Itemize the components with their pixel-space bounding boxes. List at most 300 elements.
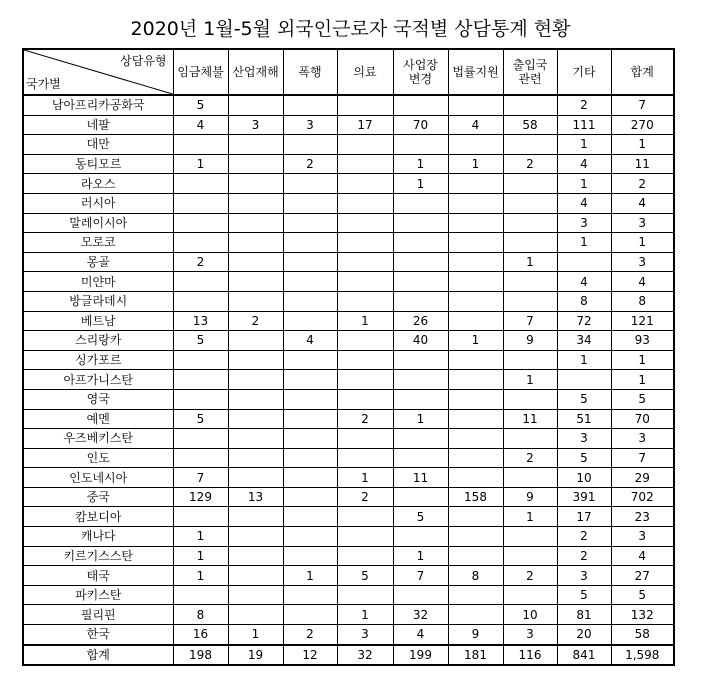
value-cell — [393, 487, 448, 507]
value-cell — [337, 291, 393, 311]
value-cell: 5 — [557, 389, 611, 409]
value-cell: 23 — [611, 507, 674, 527]
value-cell — [283, 389, 337, 409]
table-row — [23, 252, 674, 272]
value-cell — [283, 585, 337, 605]
value-cell — [228, 527, 283, 547]
value-cell: 3 — [611, 527, 674, 547]
value-cell — [503, 233, 557, 253]
corner-label-country: 국가별 — [26, 77, 61, 91]
value-cell: 4 — [283, 331, 337, 351]
value-cell — [393, 389, 448, 409]
value-cell — [393, 350, 448, 370]
value-cell: 4 — [557, 193, 611, 213]
value-cell: 3 — [557, 429, 611, 449]
value-cell — [503, 95, 557, 115]
table-row — [23, 154, 674, 174]
value-cell: 1 — [393, 409, 448, 429]
value-cell: 2 — [557, 546, 611, 566]
value-cell: 8 — [557, 291, 611, 311]
country-cell: 한국 — [23, 625, 173, 645]
value-cell — [393, 272, 448, 292]
value-cell: 129 — [173, 487, 228, 507]
value-cell — [173, 233, 228, 253]
value-cell: 1 — [393, 174, 448, 194]
value-cell: 8 — [611, 291, 674, 311]
value-cell — [393, 193, 448, 213]
value-cell — [337, 95, 393, 115]
value-cell — [503, 213, 557, 233]
value-cell: 13 — [228, 487, 283, 507]
value-cell: 1 — [611, 350, 674, 370]
value-cell: 2 — [173, 252, 228, 272]
value-cell — [503, 272, 557, 292]
value-cell: 1 — [611, 233, 674, 253]
value-cell — [228, 291, 283, 311]
value-cell — [283, 193, 337, 213]
value-cell — [228, 350, 283, 370]
value-cell: 8 — [448, 566, 503, 586]
value-cell: 199 — [393, 645, 448, 666]
value-cell: 17 — [557, 507, 611, 527]
value-cell: 10 — [557, 468, 611, 488]
value-cell: 1 — [611, 135, 674, 155]
value-cell: 2 — [283, 154, 337, 174]
table-row — [23, 487, 674, 507]
table-row — [23, 585, 674, 605]
value-cell — [173, 213, 228, 233]
value-cell — [283, 311, 337, 331]
value-cell: 5 — [611, 585, 674, 605]
value-cell: 3 — [503, 625, 557, 645]
value-cell: 1 — [557, 233, 611, 253]
value-cell: 1 — [503, 507, 557, 527]
value-cell: 1 — [173, 527, 228, 547]
value-cell — [393, 429, 448, 449]
value-cell: 2 — [557, 95, 611, 115]
value-cell: 70 — [393, 115, 448, 135]
value-cell: 5 — [173, 95, 228, 115]
table-row — [23, 527, 674, 547]
value-cell: 1 — [557, 135, 611, 155]
value-cell: 2 — [611, 174, 674, 194]
table-row — [23, 291, 674, 311]
value-cell: 5 — [173, 331, 228, 351]
value-cell — [173, 507, 228, 527]
value-cell — [503, 389, 557, 409]
value-cell: 9 — [448, 625, 503, 645]
country-cell: 라오스 — [23, 174, 173, 194]
value-cell — [393, 448, 448, 468]
table-row — [23, 429, 674, 449]
value-cell: 7 — [503, 311, 557, 331]
value-cell — [393, 291, 448, 311]
value-cell: 9 — [503, 487, 557, 507]
value-cell — [173, 193, 228, 213]
value-cell — [448, 370, 503, 390]
value-cell — [228, 233, 283, 253]
value-cell: 2 — [557, 527, 611, 547]
value-cell — [393, 95, 448, 115]
value-cell — [283, 213, 337, 233]
value-cell: 93 — [611, 331, 674, 351]
country-cell: 우즈베키스탄 — [23, 429, 173, 449]
column-header: 산업재해 — [228, 49, 283, 95]
value-cell — [448, 252, 503, 272]
value-cell — [228, 370, 283, 390]
value-cell — [283, 487, 337, 507]
value-cell — [173, 272, 228, 292]
value-cell — [228, 468, 283, 488]
value-cell: 1 — [448, 331, 503, 351]
country-cell: 영국 — [23, 389, 173, 409]
value-cell: 40 — [393, 331, 448, 351]
value-cell — [283, 468, 337, 488]
value-cell: 5 — [557, 448, 611, 468]
value-cell — [337, 233, 393, 253]
column-header: 법률지원 — [448, 49, 503, 95]
value-cell: 111 — [557, 115, 611, 135]
value-cell — [337, 527, 393, 547]
table-row — [23, 272, 674, 292]
value-cell — [393, 370, 448, 390]
value-cell — [448, 174, 503, 194]
value-cell: 19 — [228, 645, 283, 666]
country-cell: 네팔 — [23, 115, 173, 135]
value-cell: 1 — [611, 370, 674, 390]
value-cell — [283, 174, 337, 194]
value-cell — [503, 193, 557, 213]
value-cell: 2 — [337, 487, 393, 507]
value-cell — [337, 174, 393, 194]
value-cell — [173, 429, 228, 449]
table-row — [23, 566, 674, 586]
value-cell: 2 — [228, 311, 283, 331]
value-cell — [228, 605, 283, 625]
value-cell — [228, 409, 283, 429]
value-cell — [173, 135, 228, 155]
value-cell: 27 — [611, 566, 674, 586]
country-cell: 키르기스스탄 — [23, 546, 173, 566]
table-row — [23, 95, 674, 115]
country-cell: 말레이시아 — [23, 213, 173, 233]
value-cell — [228, 272, 283, 292]
table-row — [23, 389, 674, 409]
column-header: 의료 — [337, 49, 393, 95]
value-cell — [283, 507, 337, 527]
value-cell: 1,598 — [611, 645, 674, 666]
value-cell — [173, 585, 228, 605]
value-cell: 198 — [173, 645, 228, 666]
corner-header-cell — [23, 49, 173, 95]
table-row — [23, 625, 674, 645]
country-cell: 캐나다 — [23, 527, 173, 547]
country-cell: 태국 — [23, 566, 173, 586]
value-cell — [228, 193, 283, 213]
value-cell: 116 — [503, 645, 557, 666]
country-cell: 스리랑카 — [23, 331, 173, 351]
country-cell: 파키스탄 — [23, 585, 173, 605]
value-cell: 3 — [283, 115, 337, 135]
value-cell: 5 — [393, 507, 448, 527]
value-cell — [173, 370, 228, 390]
value-cell: 5 — [173, 409, 228, 429]
value-cell — [448, 448, 503, 468]
value-cell — [283, 527, 337, 547]
value-cell — [228, 331, 283, 351]
value-cell: 58 — [611, 625, 674, 645]
country-cell: 러시아 — [23, 193, 173, 213]
value-cell — [228, 252, 283, 272]
value-cell: 70 — [611, 409, 674, 429]
value-cell — [337, 213, 393, 233]
value-cell: 4 — [557, 154, 611, 174]
value-cell: 158 — [448, 487, 503, 507]
column-header: 사업장 변경 — [393, 49, 448, 95]
value-cell — [503, 468, 557, 488]
page-title: 2020년 1월-5월 외국인근로자 국적별 상담통계 현황 — [130, 18, 571, 40]
value-cell: 4 — [611, 193, 674, 213]
value-cell: 132 — [611, 605, 674, 625]
value-cell: 1 — [283, 566, 337, 586]
value-cell: 3 — [557, 213, 611, 233]
value-cell — [228, 154, 283, 174]
value-cell: 4 — [448, 115, 503, 135]
value-cell — [448, 429, 503, 449]
value-cell — [503, 135, 557, 155]
country-cell: 아프가니스탄 — [23, 370, 173, 390]
value-cell: 1 — [393, 546, 448, 566]
value-cell — [503, 174, 557, 194]
value-cell: 29 — [611, 468, 674, 488]
country-cell: 캄보디아 — [23, 507, 173, 527]
value-cell — [393, 213, 448, 233]
value-cell — [228, 174, 283, 194]
value-cell: 11 — [393, 468, 448, 488]
value-cell: 7 — [173, 468, 228, 488]
total-label-cell: 합계 — [23, 645, 173, 666]
value-cell — [173, 291, 228, 311]
value-cell: 4 — [393, 625, 448, 645]
country-cell: 미얀마 — [23, 272, 173, 292]
value-cell: 2 — [503, 154, 557, 174]
value-cell — [337, 135, 393, 155]
value-cell — [448, 389, 503, 409]
country-cell: 필리핀 — [23, 605, 173, 625]
country-cell: 방글라데시 — [23, 291, 173, 311]
value-cell — [337, 585, 393, 605]
value-cell: 181 — [448, 645, 503, 666]
value-cell: 13 — [173, 311, 228, 331]
value-cell — [283, 135, 337, 155]
value-cell — [228, 585, 283, 605]
value-cell — [337, 389, 393, 409]
value-cell — [283, 546, 337, 566]
value-cell — [393, 252, 448, 272]
table-row — [23, 213, 674, 233]
value-cell: 1 — [557, 174, 611, 194]
value-cell — [337, 350, 393, 370]
value-cell: 4 — [611, 272, 674, 292]
country-cell: 몽골 — [23, 252, 173, 272]
value-cell: 7 — [393, 566, 448, 586]
table-row — [23, 193, 674, 213]
table-row — [23, 115, 674, 135]
statistics-table — [22, 48, 675, 666]
value-cell — [283, 272, 337, 292]
value-cell — [503, 585, 557, 605]
value-cell — [393, 135, 448, 155]
value-cell — [228, 213, 283, 233]
value-cell: 2 — [283, 625, 337, 645]
value-cell: 3 — [228, 115, 283, 135]
value-cell — [337, 507, 393, 527]
value-cell — [228, 135, 283, 155]
value-cell: 1 — [503, 252, 557, 272]
value-cell: 12 — [283, 645, 337, 666]
value-cell — [283, 95, 337, 115]
value-cell: 16 — [173, 625, 228, 645]
value-cell: 81 — [557, 605, 611, 625]
value-cell: 5 — [611, 389, 674, 409]
country-cell: 인도네시아 — [23, 468, 173, 488]
value-cell — [503, 546, 557, 566]
table-row — [23, 546, 674, 566]
value-cell — [173, 174, 228, 194]
value-cell — [448, 527, 503, 547]
table-row — [23, 448, 674, 468]
column-header: 임금체불 — [173, 49, 228, 95]
value-cell: 841 — [557, 645, 611, 666]
value-cell: 9 — [503, 331, 557, 351]
value-cell: 72 — [557, 311, 611, 331]
value-cell — [283, 448, 337, 468]
value-cell — [283, 233, 337, 253]
value-cell — [228, 95, 283, 115]
value-cell — [503, 429, 557, 449]
table-row — [23, 331, 674, 351]
value-cell — [448, 507, 503, 527]
value-cell — [283, 429, 337, 449]
value-cell — [283, 350, 337, 370]
value-cell — [448, 135, 503, 155]
country-cell: 남아프리카공화국 — [23, 95, 173, 115]
value-cell: 1 — [337, 468, 393, 488]
value-cell: 20 — [557, 625, 611, 645]
country-cell: 베트남 — [23, 311, 173, 331]
country-cell: 싱가포르 — [23, 350, 173, 370]
table-row — [23, 135, 674, 155]
table-row — [23, 605, 674, 625]
value-cell — [337, 252, 393, 272]
table-row — [23, 174, 674, 194]
value-cell — [228, 546, 283, 566]
value-cell: 1 — [228, 625, 283, 645]
value-cell: 11 — [503, 409, 557, 429]
value-cell: 4 — [611, 546, 674, 566]
column-header: 합계 — [611, 49, 674, 95]
value-cell: 32 — [337, 645, 393, 666]
value-cell — [337, 370, 393, 390]
value-cell — [393, 233, 448, 253]
value-cell: 26 — [393, 311, 448, 331]
value-cell: 1 — [448, 154, 503, 174]
value-cell — [283, 409, 337, 429]
value-cell — [228, 507, 283, 527]
value-cell — [337, 193, 393, 213]
value-cell — [337, 546, 393, 566]
table-row — [23, 233, 674, 253]
value-cell: 1 — [173, 566, 228, 586]
value-cell — [173, 350, 228, 370]
table-row — [23, 507, 674, 527]
table-row — [23, 311, 674, 331]
value-cell — [448, 95, 503, 115]
value-cell: 17 — [337, 115, 393, 135]
table-row — [23, 409, 674, 429]
country-cell: 인도 — [23, 448, 173, 468]
value-cell: 1 — [393, 154, 448, 174]
value-cell — [228, 429, 283, 449]
country-cell: 동티모르 — [23, 154, 173, 174]
value-cell: 4 — [173, 115, 228, 135]
column-header: 출입국 관련 — [503, 49, 557, 95]
value-cell — [173, 448, 228, 468]
value-cell: 5 — [557, 585, 611, 605]
value-cell — [448, 233, 503, 253]
value-cell: 10 — [503, 605, 557, 625]
value-cell — [228, 448, 283, 468]
value-cell — [337, 272, 393, 292]
value-cell: 1 — [173, 546, 228, 566]
value-cell — [393, 585, 448, 605]
value-cell: 1 — [503, 370, 557, 390]
value-cell — [448, 546, 503, 566]
value-cell: 3 — [611, 213, 674, 233]
value-cell: 702 — [611, 487, 674, 507]
value-cell — [503, 291, 557, 311]
value-cell — [448, 585, 503, 605]
table-row — [23, 350, 674, 370]
value-cell — [173, 389, 228, 409]
value-cell: 1 — [337, 605, 393, 625]
value-cell: 3 — [611, 252, 674, 272]
value-cell: 58 — [503, 115, 557, 135]
value-cell — [448, 193, 503, 213]
value-cell — [337, 448, 393, 468]
value-cell — [448, 311, 503, 331]
table-body — [23, 95, 674, 665]
value-cell: 34 — [557, 331, 611, 351]
value-cell — [557, 370, 611, 390]
value-cell: 1 — [557, 350, 611, 370]
value-cell — [337, 331, 393, 351]
value-cell — [448, 468, 503, 488]
value-cell: 51 — [557, 409, 611, 429]
value-cell: 2 — [337, 409, 393, 429]
value-cell: 3 — [611, 429, 674, 449]
value-cell — [228, 566, 283, 586]
value-cell: 7 — [611, 448, 674, 468]
value-cell — [557, 252, 611, 272]
value-cell — [448, 213, 503, 233]
value-cell — [448, 605, 503, 625]
corner-label-consult-type: 상담유형 — [120, 54, 167, 68]
value-cell: 121 — [611, 311, 674, 331]
value-cell — [448, 291, 503, 311]
value-cell — [283, 605, 337, 625]
value-cell — [448, 272, 503, 292]
